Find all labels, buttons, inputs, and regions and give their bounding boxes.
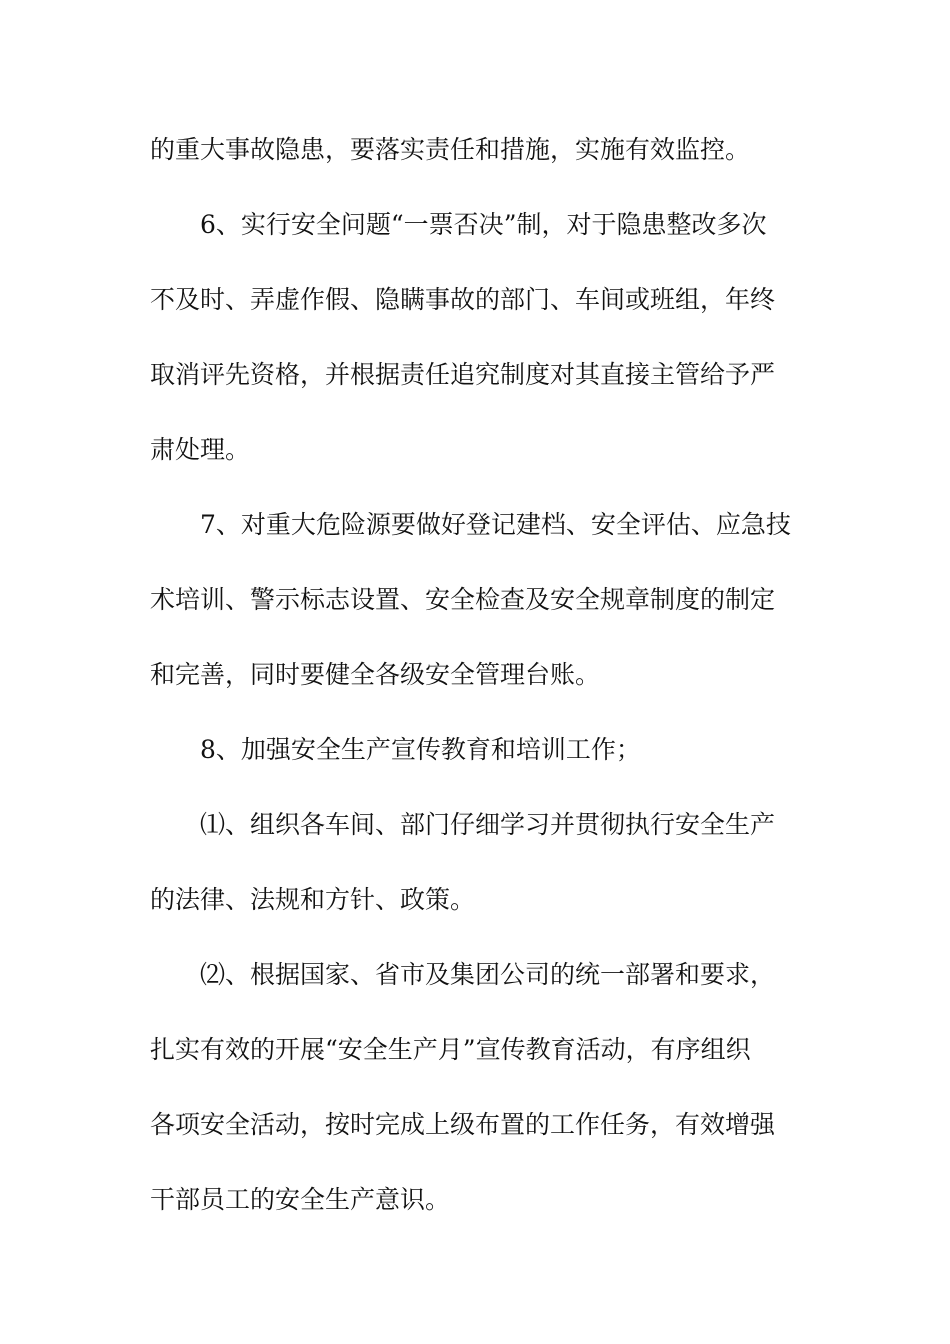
text-line: 的法律、法规和方针、政策。: [150, 885, 476, 914]
text-line: 6、实行安全问题“一票否决”制，对于隐患整改多次: [200, 210, 767, 239]
text-line: 术培训、警示标志设置、安全检查及安全规章制度的制定: [150, 585, 776, 614]
text-line: 7、对重大危险源要做好登记建档、安全评估、应急技: [200, 510, 791, 539]
text-line: 肃处理。: [150, 435, 251, 464]
text-line: 干部员工的安全生产意识。: [150, 1185, 451, 1214]
text-line: 和完善，同时要健全各级安全管理台账。: [150, 660, 601, 689]
text-line: 的重大事故隐患，要落实责任和措施，实施有效监控。: [150, 135, 751, 164]
text-line: 扎实有效的开展“安全生产月”宣传教育活动，有序组织: [150, 1035, 751, 1064]
text-line: 各项安全活动，按时完成上级布置的工作任务，有效增强: [150, 1110, 776, 1139]
text-line: 8、加强安全生产宣传教育和培训工作；: [200, 735, 641, 764]
text-line: 不及时、弄虚作假、隐瞒事故的部门、车间或班组，年终: [150, 285, 776, 314]
text-line: ⑴、组织各车间、部门仔细学习并贯彻执行安全生产: [200, 810, 776, 839]
text-line: 取消评先资格，并根据责任追究制度对其直接主管给予严: [150, 360, 776, 389]
text-line: ⑵、根据国家、省市及集团公司的统一部署和要求，: [200, 960, 776, 989]
